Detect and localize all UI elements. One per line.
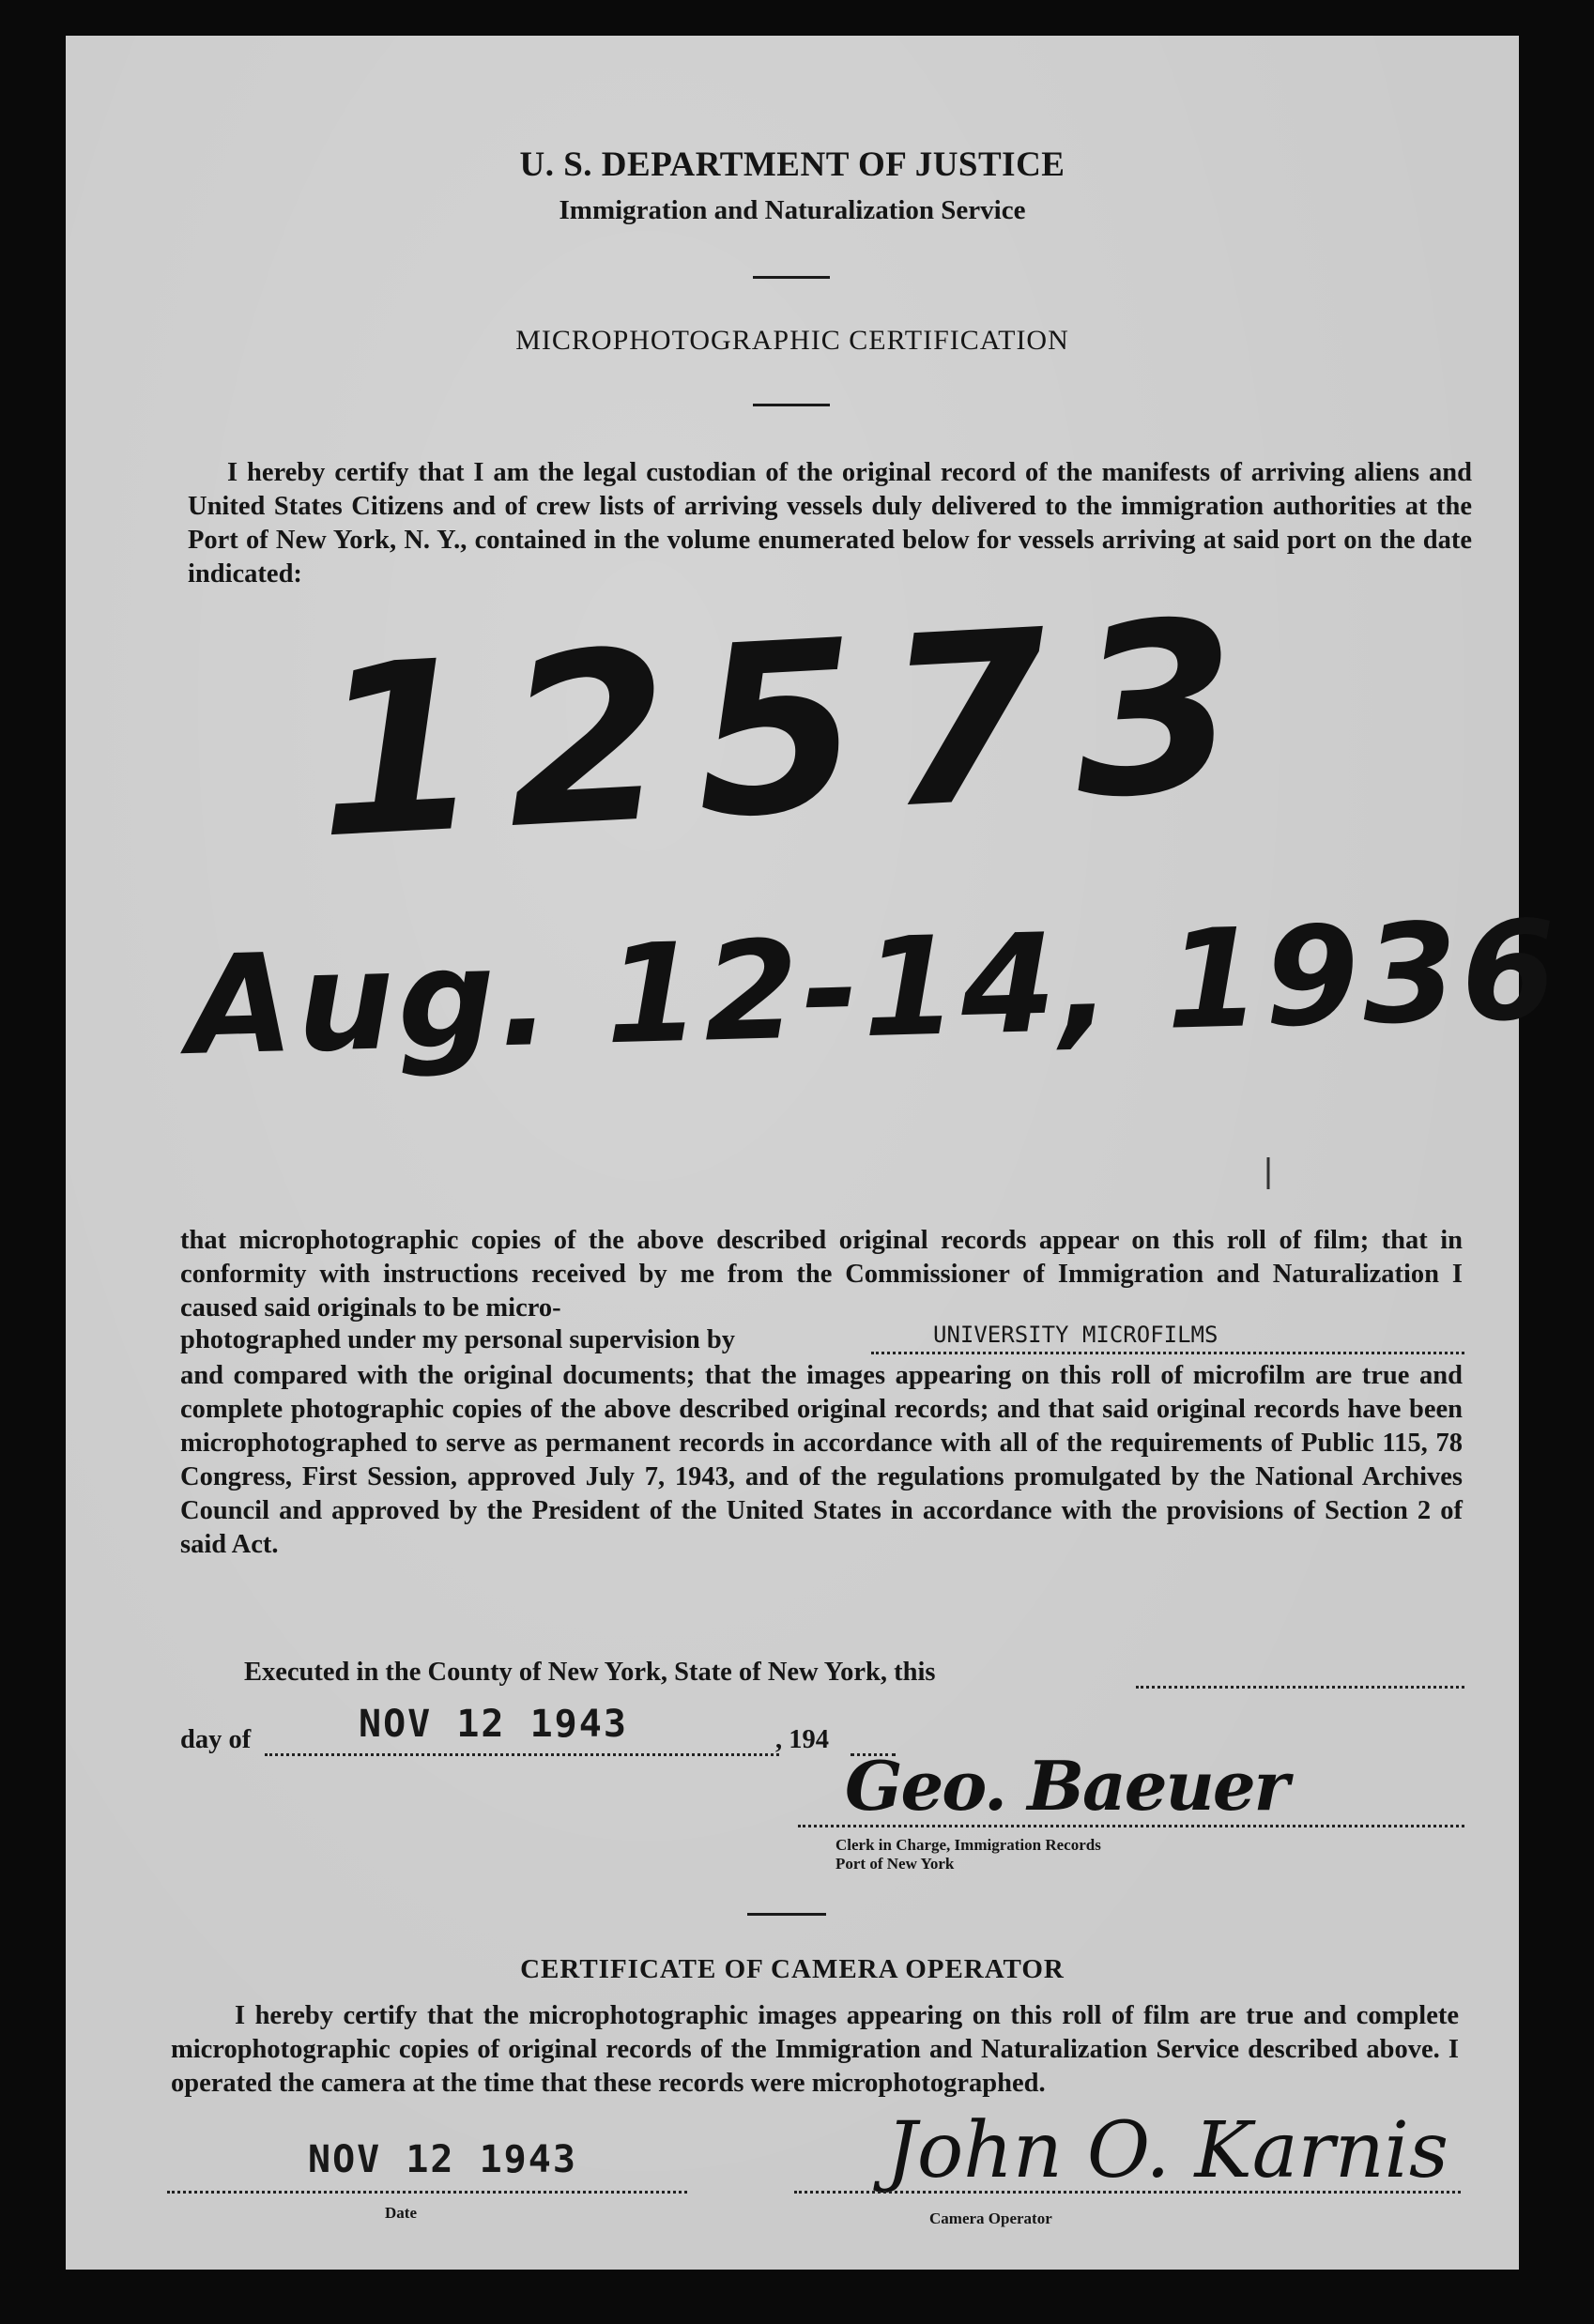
dotted-line — [1136, 1686, 1464, 1689]
divider — [753, 276, 830, 279]
camera-operator-label: Camera Operator — [929, 2209, 1052, 2227]
signature-dotted-line — [798, 1825, 1464, 1827]
clerk-title-line2: Port of New York — [835, 1855, 955, 1873]
certification-title: MICROPHOTOGRAPHIC CERTIFICATION — [515, 325, 1069, 356]
divider — [753, 404, 830, 406]
dotted-line — [871, 1352, 1464, 1354]
day-of-date-stamp: NOV 12 1943 — [359, 1703, 628, 1746]
year-prefix: , 194 — [775, 1725, 829, 1754]
operator-signature: John O. Karnis — [886, 2106, 1448, 2195]
department-heading: U. S. DEPARTMENT OF JUSTICE — [519, 145, 1065, 184]
clerk-title-line1: Clerk in Charge, Immigration Records — [835, 1836, 1101, 1854]
body-paragraph-part2: and compared with the original documents; that the images appearing on this roll of microfilm are true and complete photographic copies of the above described original records; and that said original records have been microphotographed to serve as permanent records in accordance with all of the requirements of Public 115, 78 Congress, First Session, approved July 7, 1943, and of the regulations promulgated by the National Archives Council and approved by the President of the United States in accordance with the provisions of Section 2 of said Act. — [180, 1361, 1463, 1559]
divider — [747, 1913, 826, 1916]
service-subheading: Immigration and Naturalization Service — [559, 195, 1026, 225]
camera-operator-title: CERTIFICATE OF CAMERA OPERATOR — [520, 1954, 1065, 1984]
clerk-signature: Geo. Baeuer — [845, 1746, 1288, 1826]
intro-paragraph: I hereby certify that I am the legal custodian of the original record of the manifests of arriving aliens and United States Citizens and of crew lists of arriving vessels duly delivered to the immigration authorities at the Port of New York, N. Y., contained in the volume enumerated below for vessels arriving at said port on the date indicated: — [188, 458, 1472, 589]
date-label: Date — [385, 2204, 417, 2222]
photographer-stamp: UNIVERSITY MICROFILMS — [933, 1322, 1218, 1348]
body-paragraph-part1: that microphotographic copies of the above described original records appear on this roll of film; that in conformity with instructions received by me from the Commissioner of Immigration and Naturalization I caused said originals to be micro- — [180, 1226, 1463, 1323]
date-range-handwritten: Aug. 12-14, 1936 — [186, 891, 1562, 1086]
executed-text: Executed in the County of New York, State of New York, this — [244, 1658, 936, 1687]
day-of-label: day of — [180, 1725, 252, 1754]
signature-dotted-line — [794, 2191, 1461, 2194]
dotted-line — [265, 1753, 779, 1756]
margin-tick-marks — [1263, 1157, 1281, 1195]
operator-date-stamp: NOV 12 1943 — [308, 2138, 577, 2181]
certificate-sheet — [66, 36, 1562, 2270]
volume-number-handwritten: 12573 — [310, 568, 1271, 891]
dotted-line — [167, 2191, 687, 2194]
photographed-by-label: photographed under my personal supervision by — [180, 1325, 735, 1354]
camera-operator-paragraph: I hereby certify that the microphotographic images appearing on this roll of film are true and complete microphotographic copies of original records of the Immigration and Naturalization Service described above. I operated the camera at the time that these records were microphotographed. — [171, 2001, 1459, 2098]
